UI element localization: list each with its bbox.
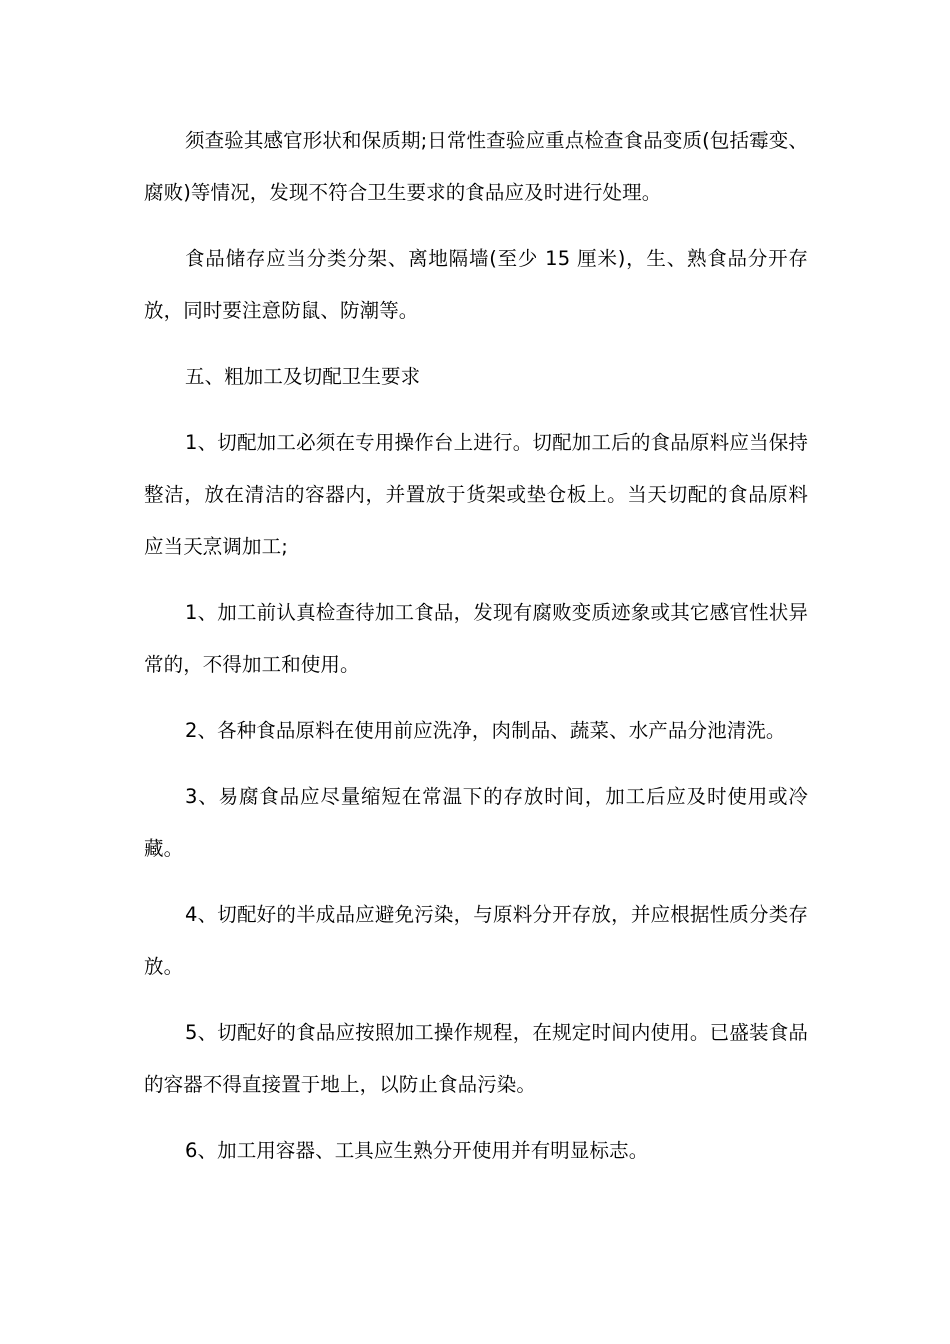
list-item: 1、切配加工必须在专用操作台上进行。切配加工后的食品原料应当保持整洁，放在清洁的容器内，并置放于货架或垫仓板上。当天切配的食品原料应当天烹调加工; [144,431,808,558]
section-heading: 五、粗加工及切配卫生要求 [185,365,421,388]
document-body [144,115,808,1191]
list-item: 6、加工用容器、工具应生熟分开使用并有明显标志。 [185,1139,649,1162]
paragraph-inspection: 须查验其感官形状和保质期;日常性查验应重点检查食品变质(包括霉变、腐败)等情况，发现不符合卫生要求的食品应及时进行处理。 [144,129,808,204]
list-item: 1、加工前认真检查待加工食品，发现有腐败变质迹象或其它感官性状异常的，不得加工和使用。 [144,601,808,676]
paragraph-storage: 食品储存应当分类分架、离地隔墙(至少 15 厘米)，生、熟食品分开存放，同时要注意防鼠、防潮等。 [144,247,808,322]
list-item: 3、易腐食品应尽量缩短在常温下的存放时间，加工后应及时使用或冷藏。 [144,785,808,860]
list-item: 5、切配好的食品应按照加工操作规程，在规定时间内使用。已盛装食品的容器不得直接置于地上，以防止食品污染。 [144,1021,808,1096]
list-item: 4、切配好的半成品应避免污染，与原料分开存放，并应根据性质分类存放。 [144,903,808,978]
list-item: 2、各种食品原料在使用前应洗净，肉制品、蔬菜、水产品分池清洗。 [185,719,786,742]
